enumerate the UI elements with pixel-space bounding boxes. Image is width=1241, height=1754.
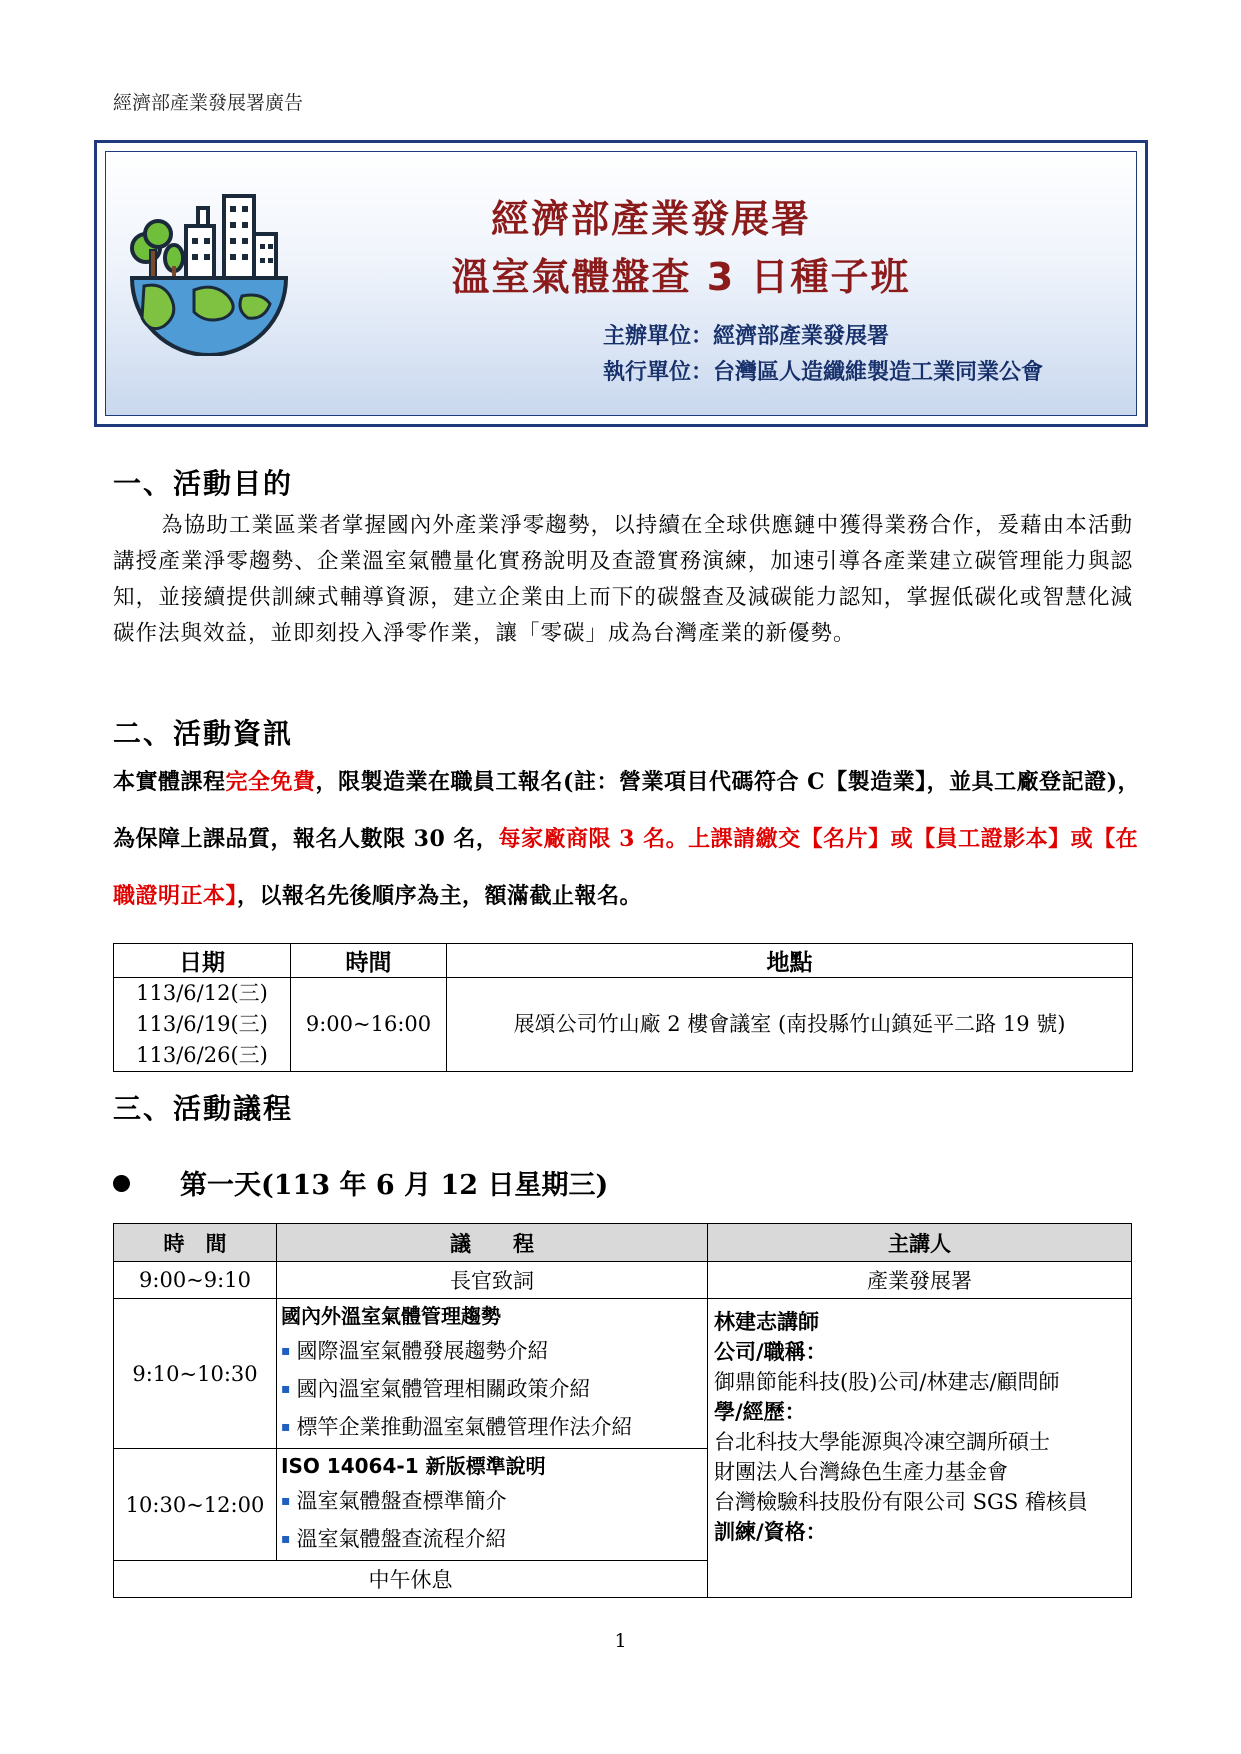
agenda-header-time: 時 間: [114, 1224, 277, 1262]
bullet-icon: [113, 1175, 130, 1192]
speaker-cell: [708, 1299, 1132, 1598]
executor-line: 執行單位：台灣區人造纖維製造工業同業公會: [603, 360, 1044, 385]
speaker-company: 御鼎節能科技(股)公司/林建志/顧問師: [714, 1370, 1060, 1394]
topic-item: ▪ 國際溫室氣體發展趨勢介紹: [281, 1334, 707, 1372]
table-row: [114, 1262, 1132, 1299]
speaker-edu: 台北科技大學能源與冷凍空調所碩士: [714, 1430, 1050, 1454]
banner-panel: [105, 151, 1137, 416]
date-3: 113/6/26(三): [136, 1043, 268, 1067]
section3-heading: 三、活動議程: [113, 1092, 294, 1125]
training-label: 訓練/資格：: [714, 1520, 827, 1544]
header-date: 日期: [114, 944, 291, 978]
agenda-header-row: [114, 1224, 1132, 1262]
agenda-speaker: 產業發展署: [708, 1262, 1132, 1299]
location-cell: 展頌公司竹山廠 2 樓會議室 (南投縣竹山鎮延平二路 19 號): [447, 978, 1133, 1072]
header-time: 時間: [291, 944, 447, 978]
organizer-line: 主辦單位：經濟部產業發展署: [603, 324, 890, 349]
lunch-break: 中午休息: [114, 1561, 708, 1598]
page-number: 1: [614, 1630, 627, 1652]
agenda-time: 9:10~10:30: [114, 1299, 277, 1449]
date-cell: [114, 978, 291, 1072]
table-header-row: [114, 944, 1133, 978]
time-cell: 9:00~16:00: [291, 978, 447, 1072]
info-limit-highlight: 每家廠商限 3 名。上課請繳交【名片】或【員工證影本】或【在職證明正本】: [113, 826, 1139, 909]
header-location: 地點: [447, 944, 1133, 978]
agenda-header-speaker: 主講人: [708, 1224, 1132, 1262]
agenda-table: [113, 1223, 1132, 1598]
company-label: 公司/職稱：: [714, 1340, 827, 1364]
section1-heading: 一、活動目的: [113, 467, 294, 500]
banner-title-line1: 經濟部產業發展署: [490, 197, 811, 241]
agenda-header-topic: 議 程: [277, 1224, 708, 1262]
info-free-highlight: 完全免費: [225, 769, 316, 795]
day1-label: 第一天(113 年 6 月 12 日星期三): [180, 1170, 609, 1201]
section2-heading: 二、活動資訊: [113, 717, 294, 750]
speaker-edu: 台灣檢驗科技股份有限公司 SGS 稽核員: [714, 1490, 1088, 1514]
topic-item: ▪ 標竿企業推動溫室氣體管理作法介紹: [281, 1410, 707, 1448]
agenda-time: 9:00~9:10: [114, 1262, 277, 1299]
banner-title-line2: 溫室氣體盤查 3 日種子班: [451, 255, 911, 299]
topic-item: ▪ 溫室氣體盤查標準簡介: [281, 1484, 707, 1522]
topic-title: ISO 14064-1 新版標準說明: [281, 1454, 546, 1478]
topic-item: ▪ 溫室氣體盤查流程介紹: [281, 1522, 707, 1560]
registration-info: [113, 754, 1143, 925]
section1-body: [113, 508, 1133, 652]
info-part1: 本實體課程: [113, 769, 226, 795]
education-label: 學/經歷：: [714, 1400, 806, 1424]
section1-text: 為協助工業區業者掌握國內外產業淨零趨勢，以持續在全球供應鏈中獲得業務合作，爰藉由本活動講授產業淨零趨勢、企業溫室氣體量化實務說明及查證實務演練，加速引導各產業建立碳管理能力與認知，並接續提供訓練式輔導資源，建立企業由上而下的碳盤查及減碳能力認知，掌握低碳化或智慧化減碳作法與效益，並即刻投入淨零作業，讓「零碳」成為台灣產業的新優勢。: [113, 513, 1133, 646]
info-part5: ，以報名先後順序為主，額滿截止報名。: [237, 883, 643, 909]
agenda-topic: [277, 1299, 708, 1449]
topic-item: ▪ 國內溫室氣體管理相關政策介紹: [281, 1372, 707, 1410]
agenda-topic: [277, 1449, 708, 1561]
table-row: [114, 978, 1133, 1072]
day1-heading: [113, 1163, 608, 1202]
table-row: [114, 1299, 1132, 1449]
date-2: 113/6/19(三): [136, 1012, 268, 1036]
topic-title: 國內外溫室氣體管理趨勢: [281, 1304, 501, 1328]
agenda-time: 10:30~12:00: [114, 1449, 277, 1561]
event-info-table: [113, 943, 1133, 1072]
title-banner: [94, 140, 1148, 427]
agenda-topic: 長官致詞: [277, 1262, 708, 1299]
ad-header-note: 經濟部產業發展署廣告: [113, 92, 304, 114]
date-1: 113/6/12(三): [136, 981, 268, 1005]
speaker-name: 林建志講師: [714, 1310, 819, 1334]
city-earth-icon: [124, 186, 294, 356]
info-part3: ，限製造業在職員工報名(註：營業項目代碼符合 C【製造業】，並具工廠登記證)，為保障上課品質，報名人數限 30 名，: [113, 769, 1141, 852]
speaker-edu: 財團法人台灣綠色生產力基金會: [714, 1460, 1008, 1484]
